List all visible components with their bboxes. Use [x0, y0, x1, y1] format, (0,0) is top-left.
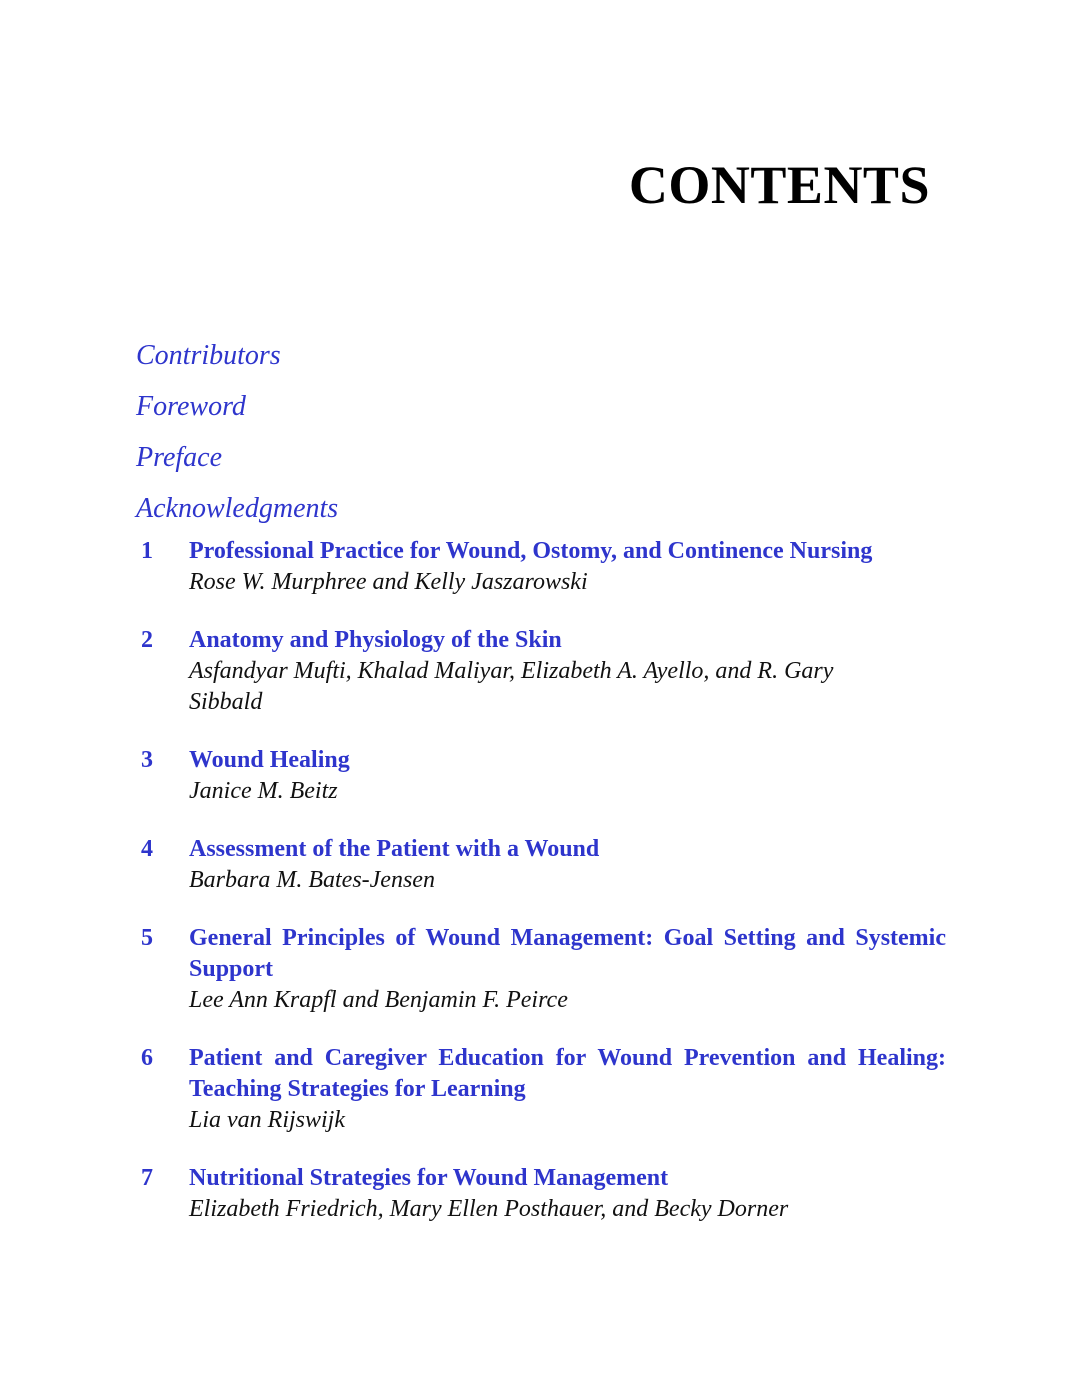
chapter-title-link[interactable]: General Principles of Wound Management: Goal Setting and Systemic Support — [189, 925, 946, 982]
chapter-body — [189, 625, 946, 718]
chapter-authors: Barbara M. Bates-Jensen — [189, 867, 435, 893]
chapter-authors: Asfandyar Mufti, Khalad Maliyar, Elizabeth A. Ayello, and R. Gary Sibbald — [189, 658, 834, 715]
chapter-number: 3 — [141, 747, 153, 773]
chapter-entry-1 — [136, 536, 946, 598]
front-matter-link-preface[interactable]: Preface — [136, 442, 223, 473]
chapter-authors: Janice M. Beitz — [189, 778, 338, 804]
chapter-number: 2 — [141, 627, 153, 653]
page-title: CONTENTS — [628, 155, 930, 215]
front-matter-list — [136, 330, 836, 534]
chapter-authors: Lee Ann Krapfl and Benjamin F. Peirce — [189, 987, 568, 1013]
chapter-entry-5 — [136, 923, 946, 1016]
chapter-title-link[interactable]: Professional Practice for Wound, Ostomy, and Continence Nursing — [189, 538, 873, 564]
front-matter-link-foreword[interactable]: Foreword — [136, 391, 246, 422]
chapter-title-link[interactable]: Assessment of the Patient with a Wound — [189, 836, 600, 862]
chapter-number: 5 — [141, 925, 153, 951]
chapter-entry-2 — [136, 625, 946, 718]
front-matter-link-contributors[interactable]: Contributors — [136, 340, 281, 371]
chapter-entry-7 — [136, 1163, 946, 1225]
chapter-title-link[interactable]: Anatomy and Physiology of the Skin — [189, 627, 562, 653]
chapter-entry-4 — [136, 834, 946, 896]
chapter-authors: Elizabeth Friedrich, Mary Ellen Posthauer, and Becky Dorner — [189, 1196, 789, 1222]
chapter-title-link[interactable]: Wound Healing — [189, 747, 350, 773]
chapter-body — [189, 536, 946, 598]
chapter-title-link[interactable]: Patient and Caregiver Education for Wound Prevention and Healing: Teaching Strategies for Learning — [189, 1045, 946, 1102]
chapter-number: 6 — [141, 1045, 153, 1071]
chapter-authors: Rose W. Murphree and Kelly Jaszarowski — [189, 569, 588, 595]
chapter-body — [189, 745, 946, 807]
chapter-entry-3 — [136, 745, 946, 807]
chapter-number: 4 — [141, 836, 153, 862]
chapter-list — [136, 536, 946, 1252]
chapter-body — [189, 834, 946, 896]
chapter-entry-6 — [136, 1043, 946, 1136]
chapter-body — [189, 1043, 946, 1136]
front-matter-link-acknowledgments[interactable]: Acknowledgments — [136, 493, 339, 524]
chapter-authors: Lia van Rijswijk — [189, 1107, 345, 1133]
chapter-body — [189, 923, 946, 1016]
chapter-number: 7 — [141, 1165, 153, 1191]
chapter-title-link[interactable]: Nutritional Strategies for Wound Management — [189, 1165, 669, 1191]
chapter-number: 1 — [141, 538, 153, 564]
chapter-body — [189, 1163, 946, 1225]
